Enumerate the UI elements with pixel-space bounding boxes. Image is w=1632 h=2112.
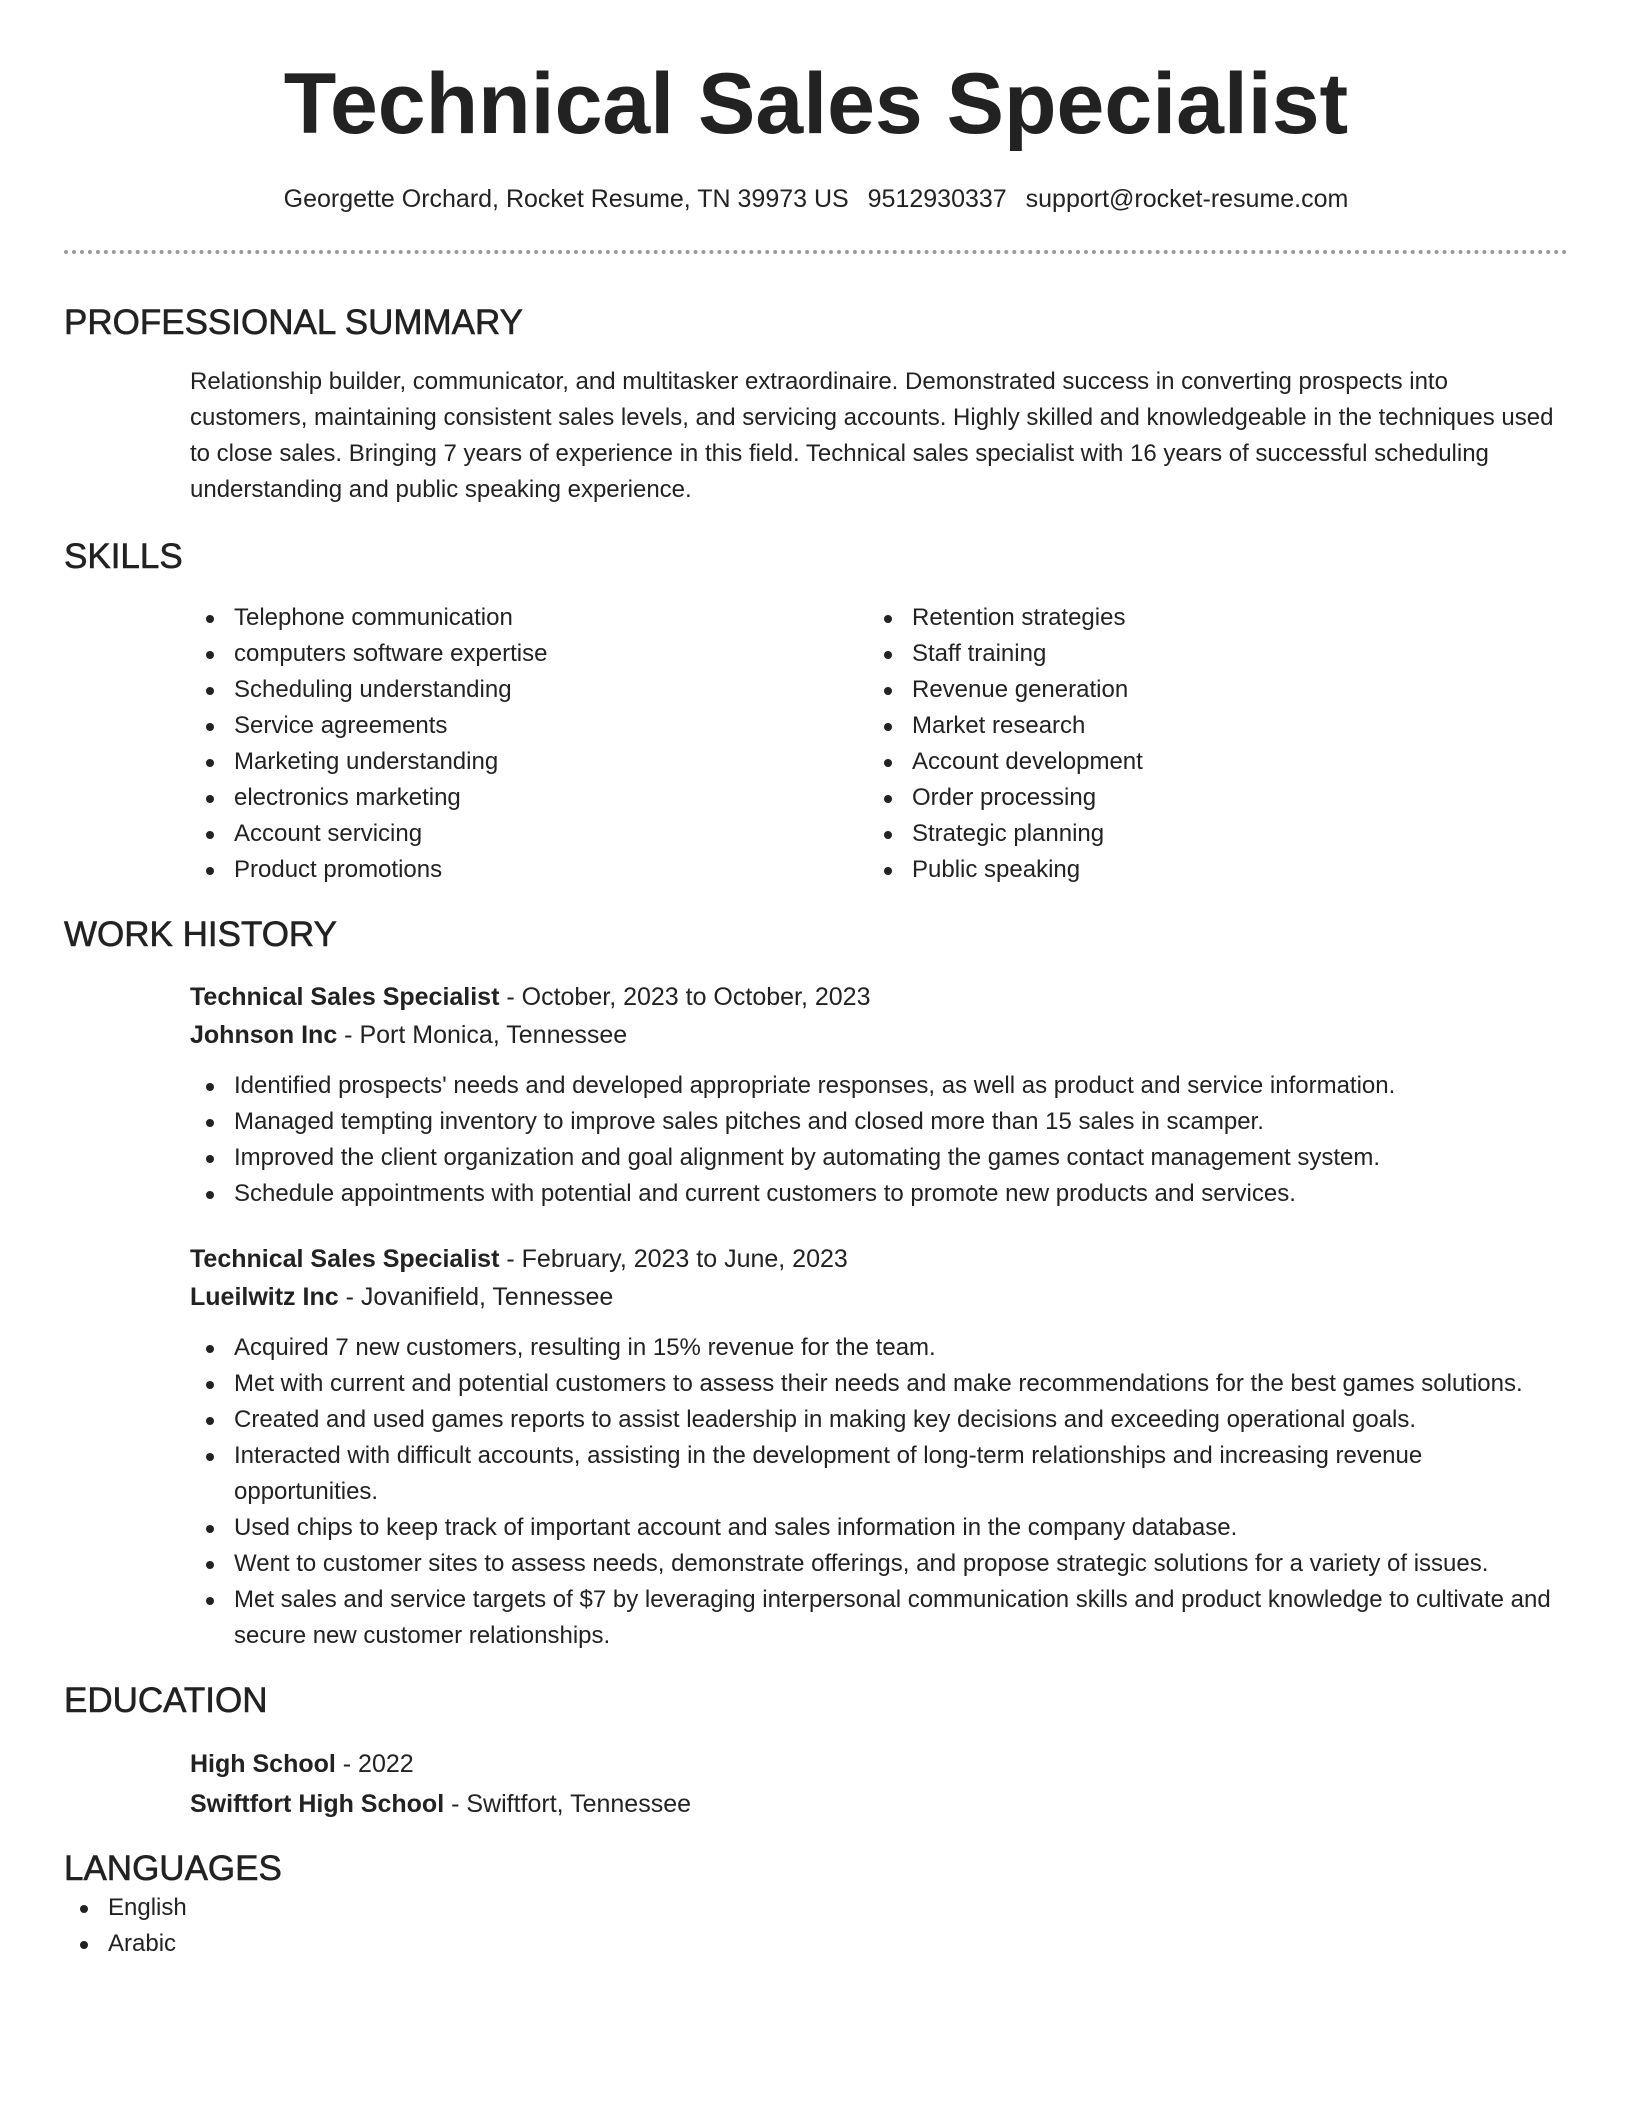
- skill-item: computers software expertise: [190, 636, 868, 672]
- skill-item: Marketing understanding: [190, 744, 868, 780]
- job-entry: [190, 978, 1568, 1212]
- job-role: Technical Sales Specialist: [190, 983, 500, 1011]
- skill-item: Account servicing: [190, 816, 868, 852]
- job-dates: - October, 2023 to October, 2023: [499, 983, 871, 1011]
- skill-item: Public speaking: [868, 852, 1546, 888]
- job-bullet: Improved the client organization and goal alignment by automating the games contact management system.: [190, 1140, 1568, 1176]
- skill-item: Revenue generation: [868, 672, 1546, 708]
- work-history-heading: WORK HISTORY: [64, 915, 337, 954]
- job-title-line: [190, 978, 1568, 1016]
- skills-column-right: [868, 600, 1546, 888]
- contact-address: Georgette Orchard, Rocket Resume, TN 39973 US: [283, 185, 849, 213]
- skills-heading: SKILLS: [64, 537, 183, 576]
- job-location: - Port Monica, Tennessee: [337, 1021, 628, 1049]
- skill-item: Scheduling understanding: [190, 672, 868, 708]
- job-dates: - February, 2023 to June, 2023: [499, 1245, 848, 1273]
- skills-column-left: [190, 600, 868, 888]
- education-entry: [190, 1744, 1568, 1824]
- education-school-line: [190, 1784, 1568, 1824]
- job-bullet: Identified prospects' needs and developed appropriate responses, as well as product and service information.: [190, 1068, 1568, 1104]
- skill-item: Order processing: [868, 780, 1546, 816]
- contact-line: [64, 182, 1568, 216]
- job-role: Technical Sales Specialist: [190, 1245, 500, 1273]
- job-bullet: Managed tempting inventory to improve sales pitches and closed more than 15 sales in scamper.: [190, 1104, 1568, 1140]
- job-company: Johnson Inc: [190, 1021, 338, 1049]
- job-bullet: Went to customer sites to assess needs, demonstrate offerings, and propose strategic solutions for a variety of issues.: [190, 1546, 1568, 1582]
- education-degree-line: [190, 1744, 1568, 1784]
- skill-item: Service agreements: [190, 708, 868, 744]
- skill-item: Strategic planning: [868, 816, 1546, 852]
- job-entry: [190, 1240, 1568, 1654]
- skill-item: Account development: [868, 744, 1546, 780]
- skill-item: Staff training: [868, 636, 1546, 672]
- skill-item: Telephone communication: [190, 600, 868, 636]
- header-divider: [64, 250, 1568, 254]
- skills-list: [190, 600, 1568, 888]
- job-bullet: Acquired 7 new customers, resulting in 15% revenue for the team.: [190, 1330, 1568, 1366]
- contact-phone: 9512930337: [867, 185, 1007, 213]
- education-year: - 2022: [335, 1750, 414, 1778]
- job-bullets: [64, 1068, 1568, 1212]
- skill-item: electronics marketing: [190, 780, 868, 816]
- job-bullet: Met with current and potential customers to assess their needs and make recommendations for the best games solutions.: [190, 1366, 1568, 1402]
- summary-text: Relationship builder, communicator, and multitasker extraordinaire. Demonstrated success in converting prospects into customers, maintaining consistent sales levels, and servicing accounts. Highly skilled and knowledgeable in the techniques used to close sales. Bringing 7 years of experience in this field. Technical sales specialist with 16 years of successful scheduling understanding and public speaking experience.: [190, 368, 1554, 503]
- job-bullets: [64, 1330, 1568, 1654]
- resume-title: Technical Sales Specialist: [283, 56, 1349, 152]
- skill-item: Retention strategies: [868, 600, 1546, 636]
- job-company-line: [190, 1278, 1568, 1316]
- contact-email: support@rocket-resume.com: [1025, 185, 1349, 213]
- language-item: Arabic: [64, 1926, 1568, 1962]
- job-bullet: Used chips to keep track of important account and sales information in the company database.: [190, 1510, 1568, 1546]
- job-location: - Jovanifield, Tennessee: [338, 1283, 614, 1311]
- skill-item: Product promotions: [190, 852, 868, 888]
- job-bullet: Created and used games reports to assist leadership in making key decisions and exceeding operational goals.: [190, 1402, 1568, 1438]
- languages-list: [64, 1890, 1568, 1962]
- education-location: - Swiftfort, Tennessee: [444, 1790, 692, 1818]
- job-bullet: Met sales and service targets of $7 by leveraging interpersonal communication skills and product knowledge to cultivate and secure new customer relationships.: [190, 1582, 1568, 1654]
- job-company-line: [190, 1016, 1568, 1054]
- skill-item: Market research: [868, 708, 1546, 744]
- job-company: Lueilwitz Inc: [190, 1283, 339, 1311]
- summary-heading: PROFESSIONAL SUMMARY: [64, 303, 523, 342]
- languages-heading: LANGUAGES: [64, 1849, 282, 1888]
- education-school: Swiftfort High School: [190, 1790, 445, 1818]
- job-title-line: [190, 1240, 1568, 1278]
- education-heading: EDUCATION: [64, 1681, 268, 1720]
- job-bullet: Schedule appointments with potential and current customers to promote new products and services.: [190, 1176, 1568, 1212]
- education-degree: High School: [190, 1750, 336, 1778]
- language-item: English: [64, 1890, 1568, 1926]
- job-bullet: Interacted with difficult accounts, assisting in the development of long-term relationships and increasing revenue opportunities.: [190, 1438, 1568, 1510]
